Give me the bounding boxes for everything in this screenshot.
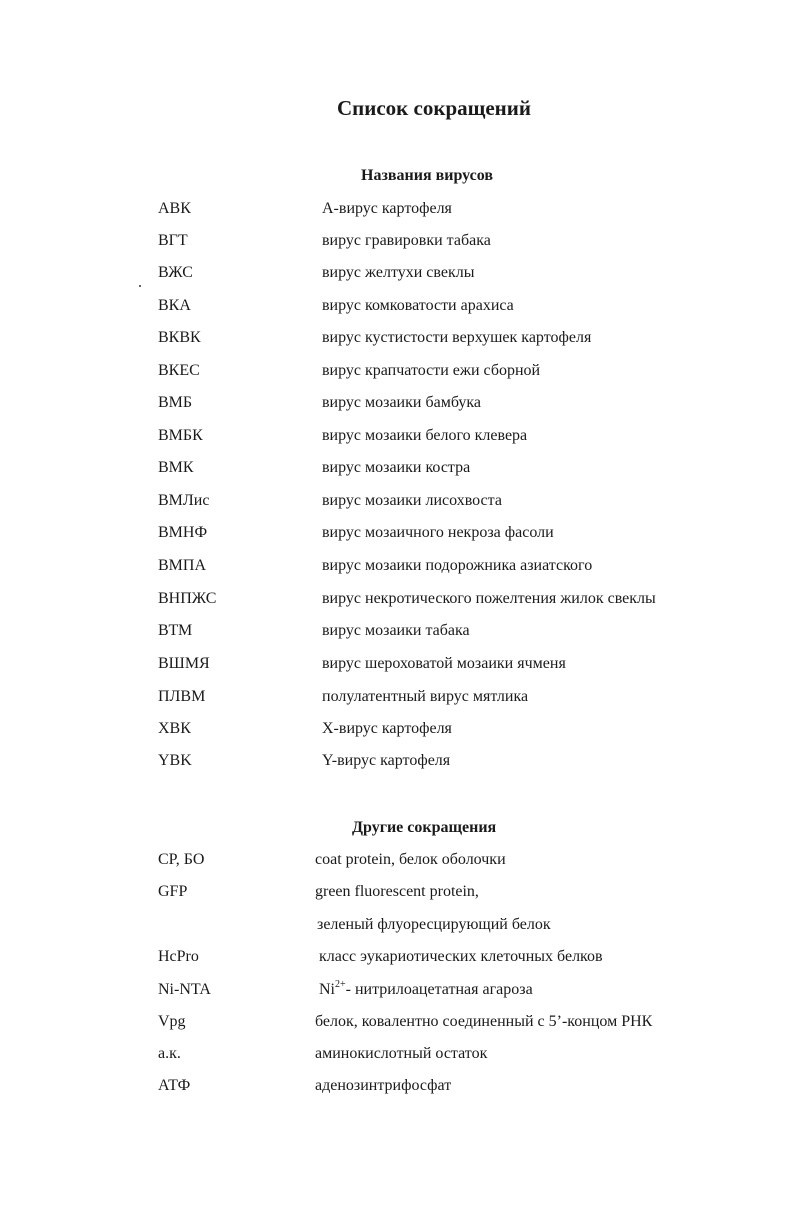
definition: вирус мозаики лисохвоста xyxy=(322,492,502,509)
abbreviation: ВМК xyxy=(158,459,194,476)
definition-rest: - нитрилоацетатная агароза xyxy=(345,981,533,998)
abbreviation: ВТМ xyxy=(158,622,193,639)
list-item xyxy=(0,750,797,772)
abbreviation: а.к. xyxy=(158,1045,181,1062)
abbreviation: АТФ xyxy=(158,1077,191,1094)
abbreviation: ВМНФ xyxy=(158,524,208,541)
list-item xyxy=(0,1043,797,1065)
list-item xyxy=(0,849,797,871)
list-item xyxy=(0,914,797,936)
list-item xyxy=(0,653,797,675)
abbreviation: GFP xyxy=(158,883,188,900)
list-item xyxy=(0,686,797,708)
list-item xyxy=(0,295,797,317)
abbreviation: Vpg xyxy=(158,1013,186,1030)
list-item xyxy=(0,979,797,1001)
list-item xyxy=(0,327,797,349)
list-item xyxy=(0,946,797,968)
abbreviation: ВЖС xyxy=(158,264,193,281)
definition: Y-вирус картофеля xyxy=(322,752,451,769)
abbreviation: ВМЛис xyxy=(158,492,210,509)
definition: вирус некротического пожелтения жилок свеклы xyxy=(322,590,656,607)
charge-superscript: 2+ xyxy=(335,979,346,990)
definition: вирус комковатости арахиса xyxy=(322,297,514,314)
list-item xyxy=(0,457,797,479)
list-item xyxy=(0,620,797,642)
definition: вирус гравировки табака xyxy=(322,232,491,249)
definition: вирус шероховатой мозаики ячменя xyxy=(322,655,566,672)
definition: вирус мозаики подорожника азиатского xyxy=(322,557,593,574)
abbreviation: ВМПА xyxy=(158,557,207,574)
definition: вирус мозаики табака xyxy=(322,622,470,639)
page-title: Список сокращений xyxy=(337,96,531,120)
abbreviation: ПЛВМ xyxy=(158,688,206,705)
abbreviation: ВШМЯ xyxy=(158,655,210,672)
definition: аминокислотный остаток xyxy=(315,1045,488,1062)
definition: вирус желтухи свеклы xyxy=(322,264,475,281)
virus-section-heading: Названия вирусов xyxy=(361,167,494,184)
list-item xyxy=(0,230,797,252)
abbreviation: ВНПЖС xyxy=(158,590,217,607)
definition: А-вирус картофеля xyxy=(322,200,452,217)
definition xyxy=(319,979,533,1001)
definition: полулатентный вирус мятлика xyxy=(322,688,529,705)
list-item xyxy=(0,490,797,512)
list-item xyxy=(0,198,797,220)
abbreviation: ВГТ xyxy=(158,232,188,249)
list-item xyxy=(0,1075,797,1097)
abbreviation: Ni-NTA xyxy=(158,981,211,998)
abbreviation: ВКВК xyxy=(158,329,201,346)
other-section-heading: Другие сокращения xyxy=(352,819,497,836)
abbreviation: ХВК xyxy=(158,720,191,737)
abbreviation: ВМБК xyxy=(158,427,203,444)
list-item xyxy=(0,262,797,284)
chemical-symbol: Ni xyxy=(319,981,335,998)
definition: вирус мозаики костра xyxy=(322,459,471,476)
definition: Х-вирус картофеля xyxy=(322,720,452,737)
definition: вирус кустистости верхушек картофеля xyxy=(322,329,592,346)
list-item xyxy=(0,588,797,610)
abbreviation: ВМБ xyxy=(158,394,193,411)
scan-speck xyxy=(139,285,141,287)
list-item xyxy=(0,718,797,740)
definition: вирус мозаики белого клевера xyxy=(322,427,528,444)
definition: вирус крапчатости ежи сборной xyxy=(322,362,541,379)
list-item xyxy=(0,555,797,577)
abbreviation: ВКЕС xyxy=(158,362,200,379)
list-item xyxy=(0,1011,797,1033)
abbreviation: CP, БО xyxy=(158,851,205,868)
list-item xyxy=(0,392,797,414)
definition: класс эукариотических клеточных белков xyxy=(319,948,603,965)
list-item xyxy=(0,425,797,447)
abbreviation: YBK xyxy=(158,752,192,769)
abbreviation: HcPro xyxy=(158,948,199,965)
definition: белок, ковалентно соединенный с 5’-концом РНК xyxy=(315,1013,653,1030)
abbreviation: ВКА xyxy=(158,297,191,314)
list-item xyxy=(0,522,797,544)
list-item xyxy=(0,881,797,903)
definition: coat protein, белок оболочки xyxy=(315,851,506,868)
list-item xyxy=(0,360,797,382)
definition: аденозинтрифосфат xyxy=(315,1077,452,1094)
definition: вирус мозаики бамбука xyxy=(322,394,481,411)
abbreviation: АВК xyxy=(158,200,191,217)
definition: green fluorescent protein, xyxy=(315,883,479,900)
definition: вирус мозаичного некроза фасоли xyxy=(322,524,554,541)
definition: зеленый флуоресцирующий белок xyxy=(317,916,551,933)
